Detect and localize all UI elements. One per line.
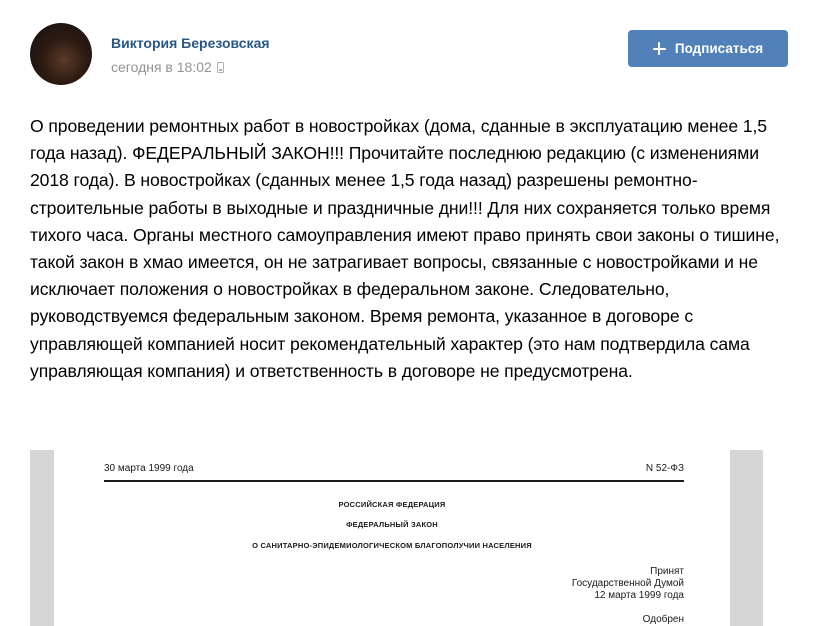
plus-icon xyxy=(653,42,666,55)
document-heading-title: О САНИТАРНО-ЭПИДЕМИОЛОГИЧЕСКОМ БЛАГОПОЛУЧИИ НАСЕЛЕНИЯ xyxy=(252,541,532,550)
document-adopted-by: Государственной Думой xyxy=(571,578,684,589)
avatar[interactable] xyxy=(30,23,92,85)
document-approved-label: Одобрен xyxy=(642,614,684,625)
document-date: 30 марта 1999 года xyxy=(104,463,194,474)
mobile-phone-icon xyxy=(217,62,224,73)
subscribe-button[interactable] xyxy=(628,30,788,67)
document-number: N 52-ФЗ xyxy=(645,463,684,474)
post-meta xyxy=(111,59,224,75)
author-name[interactable]: Виктория Березовская xyxy=(111,35,270,51)
attached-document-image[interactable] xyxy=(30,450,763,626)
document-adopted-date: 12 марта 1999 года xyxy=(594,590,684,601)
document-heading-law: ФЕДЕРАЛЬНЫЙ ЗАКОН xyxy=(346,520,438,529)
post-timestamp[interactable]: сегодня в 18:02 xyxy=(111,59,212,75)
document-divider xyxy=(104,480,684,482)
document-adopted-label: Принят xyxy=(650,566,684,577)
subscribe-button-label: Подписаться xyxy=(674,41,764,56)
document-heading-country: РОССИЙСКАЯ ФЕДЕРАЦИЯ xyxy=(338,500,446,509)
post-text: О проведении ремонтных работ в новостройках (дома, сданные в эксплуатацию менее 1,5 года назад). ФЕДЕРАЛЬНЫЙ ЗАКОН!!! Прочитайте последнюю редакцию (с изменениями 2018 года). В новостройках (сданных менее 1,5 года назад) разрешены ремонтно-строительные работы в выходные и праздничные дни!!! Для них сохраняется только время тихого часа. Органы местного самоуправления имеют право принять свои законы о тишине, такой закон в хмао имеется, он не затрагивает вопросы, связанные с новостройками и не исключает положения о новостройках в федеральном законе. Следовательно, руководствуемся федеральным законом. Время ремонта, указанное в договоре с управляющей компанией носит рекомендательный характер (это нам подтвердила сама управляющая компания) и ответственность в договоре не предусмотрена. xyxy=(30,116,780,381)
document-page xyxy=(54,450,730,626)
